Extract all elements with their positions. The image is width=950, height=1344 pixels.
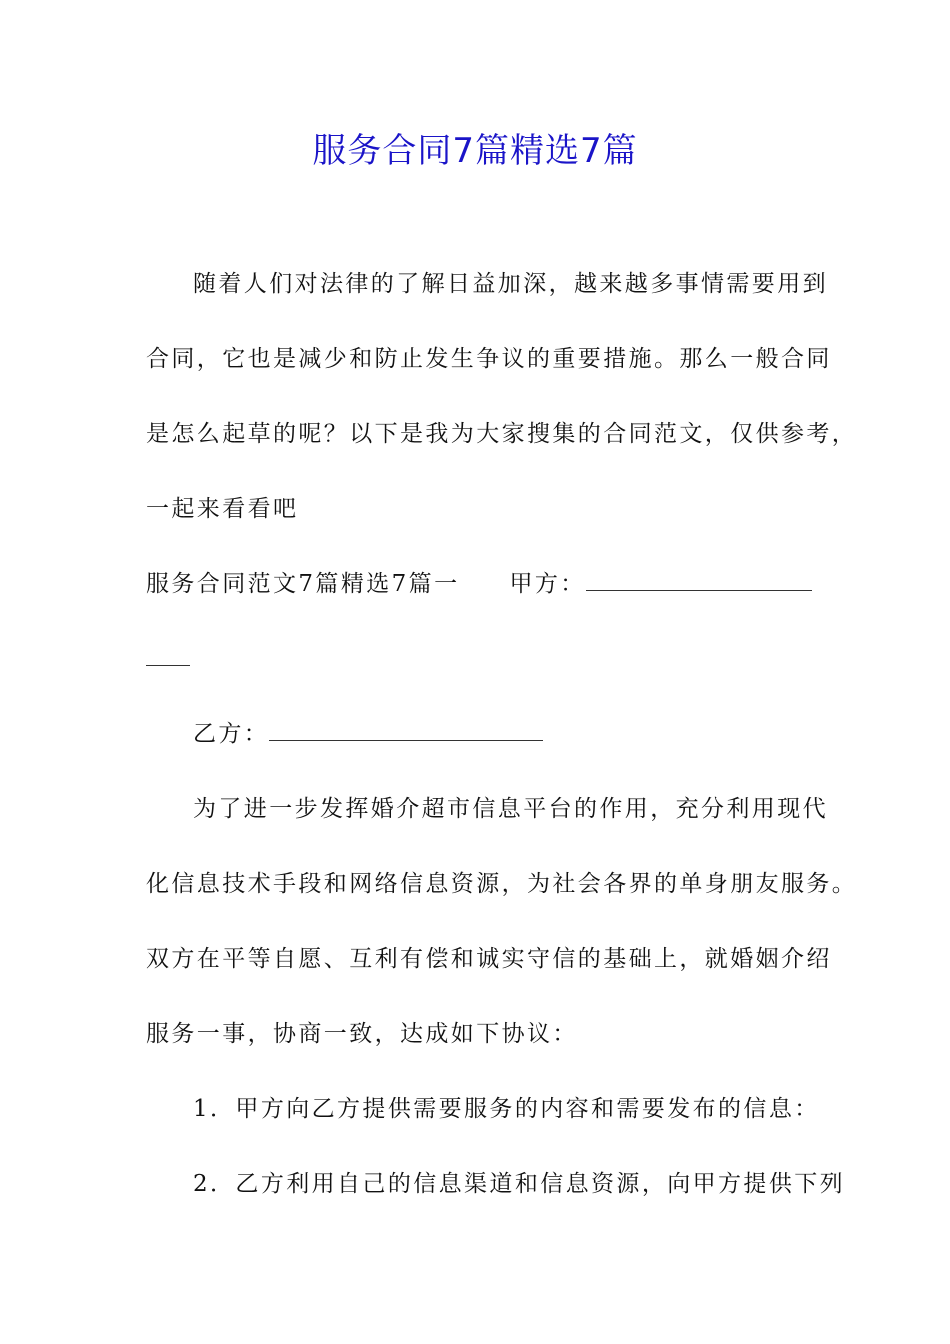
intro-line: 是怎么起草的呢？以下是我为大家搜集的合同范文，仅供参考，	[146, 421, 858, 447]
party-a-blank-continued	[146, 643, 190, 675]
section-heading-row	[146, 568, 812, 600]
party-a-label: 甲方：	[509, 571, 586, 597]
clause-item: 2．乙方利用自己的信息渠道和信息资源，向甲方提供下列	[193, 1171, 846, 1197]
purpose-line: 为了进一步发挥婚介超市信息平台的作用，充分利用现代	[193, 796, 828, 822]
clause-item: 1．甲方向乙方提供需要服务的内容和需要发布的信息：	[193, 1096, 820, 1122]
party-b-blank	[269, 722, 543, 741]
purpose-line: 化信息技术手段和网络信息资源，为社会各界的单身朋友服务。	[146, 871, 858, 897]
intro-line: 合同，它也是减少和防止发生争议的重要措施。那么一般合同	[146, 346, 832, 372]
section-heading: 服务合同范文7篇精选7篇一	[146, 571, 460, 597]
intro-line: 随着人们对法律的了解日益加深，越来越多事情需要用到	[193, 271, 828, 297]
page-title: 服务合同7篇精选7篇	[312, 131, 638, 171]
intro-line: 一起来看看吧	[146, 496, 299, 522]
party-b-label: 乙方：	[193, 721, 270, 747]
purpose-line: 服务一事，协商一致，达成如下协议：	[146, 1021, 578, 1047]
party-b-row	[193, 718, 543, 750]
party-a-blank-tail	[146, 647, 190, 666]
party-a-blank	[586, 572, 812, 591]
purpose-line: 双方在平等自愿、互利有偿和诚实守信的基础上，就婚姻介绍	[146, 946, 832, 972]
